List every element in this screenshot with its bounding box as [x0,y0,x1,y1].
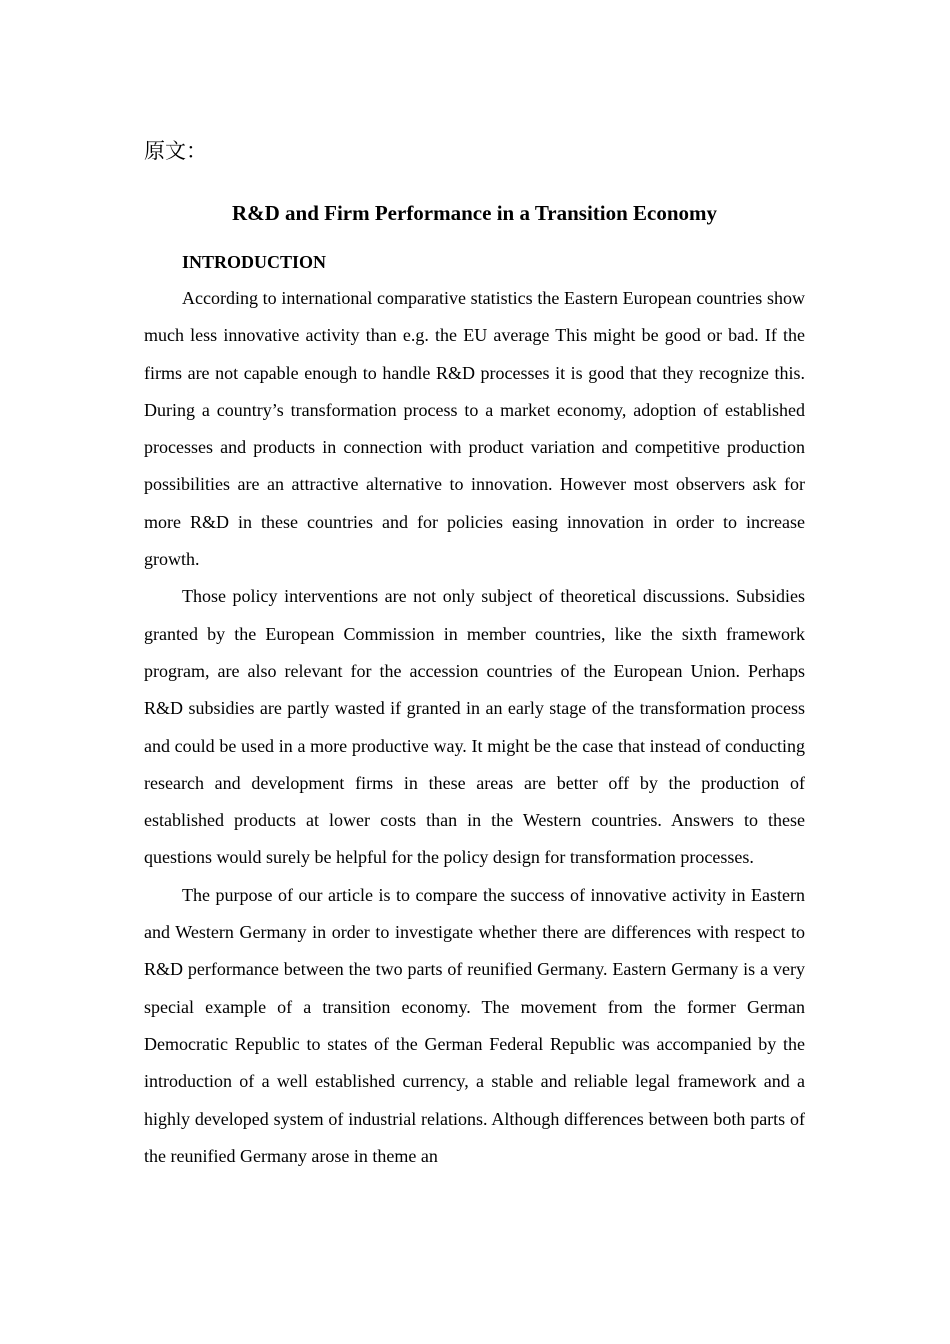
document-title: R&D and Firm Performance in a Transition Economy [231,201,718,225]
body-text [144,280,805,1175]
section-heading-introduction: INTRODUCTION [182,252,327,272]
paragraph-1: According to international comparative statistics the Eastern European countries show much less innovative activity than e.g. the EU average This might be good or bad. If the firms are not capable enough to handle R&D processes it is good that they recognize this. During a country’s transformation process to a market economy, adoption of established processes and products in connection with product variation and competitive production possibilities are an attractive alternative to innovation. However most observers ask for more R&D in these countries and for policies easing innovation in order to increase growth. [144,288,805,570]
original-text-label: 原文： [144,139,207,163]
paragraph-3: The purpose of our article is to compare the success of innovative activity in Eastern and Western Germany in order to investigate whether there are differences with respect to R&D performance between the two parts of reunified Germany. Eastern Germany is a very special example of a transition economy. The movement from the former German Democratic Republic to states of the German Federal Republic was accompanied by the introduction of a well established currency, a stable and reliable legal framework and a highly developed system of industrial relations. Although differences between both parts of the reunified Germany arose in theme an [144,884,805,1166]
paragraph-2: Those policy interventions are not only subject of theoretical discussions. Subsidies granted by the European Commission in member countries, like the sixth framework program, are also relevant for the accession countries of the European Union. Perhaps R&D subsidies are partly wasted if granted in an early stage of the transformation process and could be used in a more productive way. It might be the case that instead of conducting research and development firms in these areas are better off by the production of established products at lower costs than in the Western countries. Answers to these questions would surely be helpful for the policy design for transformation processes. [144,586,805,868]
